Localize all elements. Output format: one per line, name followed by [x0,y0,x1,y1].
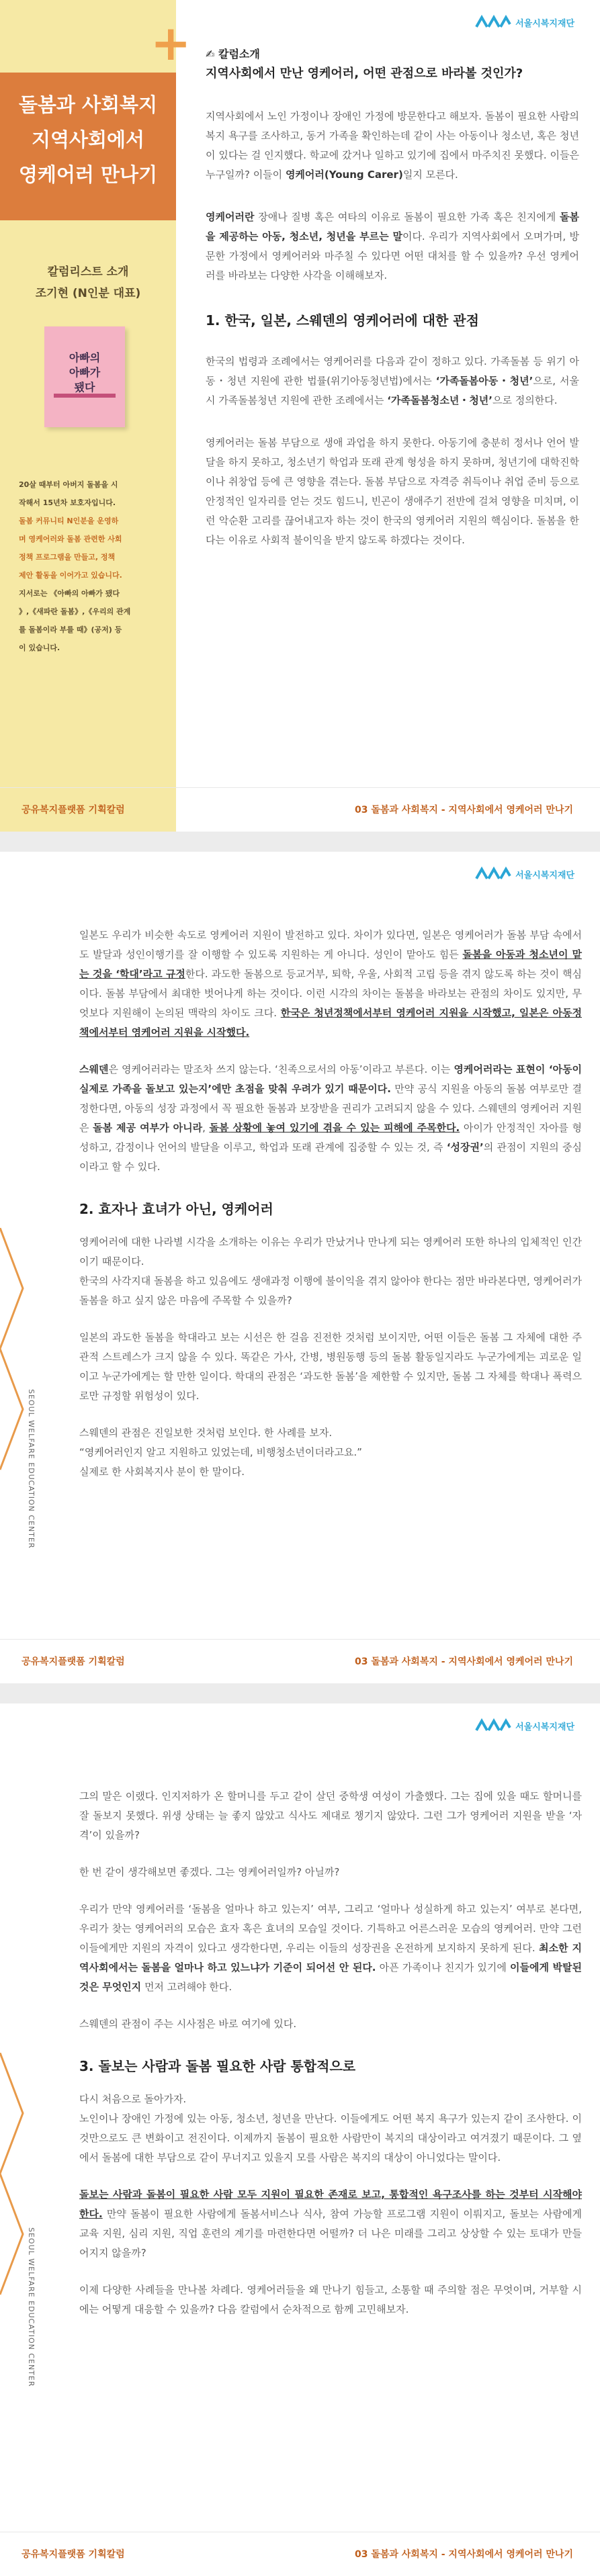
section-heading-1: 1. 한국, 일본, 스웨덴의 영케어러에 대한 관점 [206,312,479,328]
text-run: , [202,1122,210,1134]
bio-line: 작해서 15년차 보호자입니다. [19,498,116,507]
cover-panel [0,0,176,832]
paragraph: 한 번 같이 생각해보면 좋겠다. 그는 영케어러일까? 아닐까? [79,1866,340,1878]
column-title: 지역사회에서 만난 영케어러, 어떤 관점으로 바라볼 것인가? [206,66,523,81]
column-body-2 [79,926,582,1482]
text-run: 아픈 가족이나 친지가 있기에 [376,1961,510,1973]
bio-line: 이 있습니다. [19,643,60,652]
org-logo-icon [475,1718,511,1733]
bio-line: 돌봄 커뮤니티 N인분을 운영하 [19,517,119,525]
cover-title-line-3: 영케어러 만나기 [18,163,158,186]
org-logo-icon [475,867,511,881]
column-body-3 [79,1787,582,2319]
bold-run: 돌봄을 제공하는 아동, 청소년, 청년을 부르는 말 [206,211,579,242]
vertical-label: SEOUL WELFARE EDUCATION CENTER [27,1389,36,1549]
bold-run: 영케어러(Young Carer) [285,169,403,181]
bio-line: 20살 때부터 아버지 돌봄을 시 [19,480,118,489]
bio-line: 》,《새파란 돌봄》,《우리의 관계 [19,607,131,616]
bold-run: ‘성장권’ [446,1141,484,1153]
quote: “영케어러인지 알고 지원하고 있었는데, 비행청소년이더라고요.” [79,1446,362,1458]
bio-line: 며 영케어러와 돌봄 관련한 사회 [19,535,122,543]
bold-run: 최소한 지역사회에서는 돌봄을 얼마나 하고 있느냐가 기준이 되어선 안 된다. [79,1942,582,1973]
zigzag-decoration [0,2053,28,2335]
page-gap [0,832,600,852]
bold-run: 돌봄 제공 여부가 아니라 [93,1122,203,1134]
text-run: 한다. 과도한 돌봄으로 등교거부, 퇴학, 우울, 사회적 고립 등을 겪지 않도록 하는 것이 핵심이다. 돌봄 부담에서 최대한 벗어나게 하는 것이다. 이런 시각의 차이는 돌봄을 바라보는 관점의 차이도 있지만, 무엇보다 지원해이 논의된 맥락의 차이도 크다. [79,968,582,1019]
writer-caption: 칼럼리스트 소개 [47,265,129,279]
paragraph [79,2185,582,2263]
bio-line: 지서로는 《아빠의 아빠가 됐다 [19,589,120,598]
text-run: 만약 공식 지원을 아동의 돌봄 여부로만 결정한다면, 아동의 성장 과정에서 꼭 필요한 돌봄과 보장받을 권리가 고려되지 않을 수 있다. 스웨덴의 영케어러 지원은 [79,1083,582,1134]
column-page-2 [0,852,600,1683]
text-run: 먼저 고려해야 한다. [141,1981,232,1993]
text-run: 한국의 법령과 조례에서는 영케어러를 다음과 같이 정하고 있다. 가족돌봄 등 위기 아동・청년 지원에 관한 법률(위기아동청년법)에서는 [206,355,579,387]
paragraph: 스웨덴의 관점이 주는 시사점은 바로 여기에 있다. [79,2018,297,2030]
paragraph: 노인이나 장애인 가정에 있는 아동, 청소년, 청년을 만난다. 이들에게도 어떤 복지 욕구가 있는지 같이 조사한다. 이것만으로도 큰 변화이고 전진이다. 이제까지 돌봄이 필요한 사람만이 복지의 대상이라고 여겨졌기 때문이다. 그 옆에서 돌봄에 대한 부담으로 같이 무너지고 있을지 모를 사람은 복지의 대상이 아니었다는 말이다. [79,2113,582,2164]
paragraph: 영케어러에 대한 나라별 시각을 소개하는 이유는 우리가 만났거나 만나게 되는 영케어러 또한 하나의 입체적인 인간이기 때문이다. [79,1236,582,1268]
text-run: 우리가 만약 영케어러를 ‘돌봄을 얼마나 하고 있는지’ 여부, 그리고 ‘얼마나 성실하게 하고 있는지’ 여부로 본다면, 우리가 찾는 영케어러의 모습은 효자 혹은 효녀의 모습일 것이다. 기특하고 어른스러운 모습의 영케어러. 만약 그런 이들에게만 지원의 자격이 있다고 생각한다면, 우리는 이들의 성장권을 온전하게 보지하지 못하게 된다. [79,1903,582,1954]
paragraph [79,1900,582,1997]
bold-run: 이들에게 박탈된 것은 무엇인지 [79,1961,582,1993]
text-run: 만약 돌봄이 필요한 사람에게 돌봄서비스나 식사, 참여 가능할 프로그램 지원이 이뤄지고, 돌보는 사람에게 교육 지원, 심리 지원, 직업 훈련의 계기를 마련한다면 어떨까? 더 나은 미래를 그리고 상상할 수 있는 토대가 만들어지지 않을까? [79,2208,582,2259]
book-title-line-3: 됐다 [74,381,95,394]
paragraph [206,107,579,185]
footer-left: 공유복지플랫폼 기획칼럼 [22,1656,125,1667]
paragraph [206,208,579,285]
writer-name: 조기현 (N인분 대표) [35,287,141,300]
zigzag-decoration [0,1228,28,1510]
paragraph: 실제로 한 사회복지사 분이 한 말이다. [79,1466,245,1478]
column-intro [206,46,579,550]
paragraph: 이제 다양한 사례들을 만나볼 차례다. 영케어러들을 왜 만나기 힘들고, 소통할 때 주의할 점은 무엇이며, 거부할 시에는 어떻게 대응할 수 있을까? 다음 칼럼에서 순차적으로 함께 고민해보자. [79,2284,582,2315]
underline-run: 돌봄 상황에 놓여 있기에 겪을 수 있는 피해에 주목한다. [209,1122,460,1134]
underline-run: 돌보는 사람과 돌봄이 필요한 사람 모두 지원이 필요한 존재로 보고, 통합적인 욕구조사를 하는 것부터 시작해야 한다. [79,2188,582,2220]
footer-left: 공유복지플랫폼 기획칼럼 [22,805,125,815]
section-heading-2: 2. 효자나 효녀가 아닌, 영케어러 [79,1201,273,1217]
cover-title-line-1: 돌봄과 사회복지 [18,93,158,116]
org-logo [475,15,574,30]
footer-left: 공유복지플랫폼 기획칼럼 [22,2549,125,2560]
text-run: 장애나 질병 혹은 여타의 이유로 돌봄이 필요한 가족 혹은 친지에게 [254,211,560,223]
bold-run: 영케어러라는 표현이 ‘아동이 실제로 가족을 돌보고 있는지’에만 초점을 맞춰 우려가 있기 때문이다. [79,1063,582,1095]
book-cover-image [44,326,125,427]
paragraph: 한국의 사각지대 돌봄을 하고 있음에도 생애과정 이행에 불이익을 겪지 않아야 한다는 점만 바라본다면, 영케어러가 돌봄을 하고 싶지 않은 마음에 주목할 수 있을까? [79,1275,582,1306]
paragraph: 다시 처음으로 돌아가자. [79,2093,187,2105]
underline-run: 돌봄을 아동과 청소년이 맡는 것을 ‘학대’라고 규정 [79,948,582,980]
vertical-label: SEOUL WELFARE EDUCATION CENTER [27,2227,36,2387]
column-page-3 [0,1703,600,2576]
org-name: 서울시복지재단 [515,18,574,29]
cover-title-line-2: 지역사회에서 [31,128,145,151]
bio-line: 제안 활동을 이어가고 있습니다. [19,571,122,580]
section-heading-3: 3. 돌보는 사람과 돌봄 필요한 사람 통합적으로 [79,2058,356,2074]
book-title-line-2: 아빠가 [69,366,101,379]
bold-run: 영케어러란 [206,211,255,223]
page-footer [0,787,600,832]
underline-run: 한국은 청년정책에서부터 영케어러 지원을 시작했고, 일본은 아동정책에서부터 영케어러 지원을 시작했다. [79,1007,582,1038]
writer-bio [19,476,161,657]
footer-right: 03 돌봄과 사회복지 - 지역사회에서 영케어러 만나기 [354,805,573,815]
bio-line: 정책 프로그램을 만들고, 정책 [19,553,116,562]
paragraph [79,1060,582,1177]
text-run: 이다. 우리가 지역사회에서 오며가며, 방문한 가정에서 영케어러와 마주칠 수 있다면 어떤 대처를 할 수 있을까? 우선 영케어러를 바라보는 다양한 사각을 이해해보자. [206,230,579,281]
page-footer [0,1639,600,1683]
text-run: 일지 모른다. [402,169,458,181]
column-label [206,46,579,61]
text-run: 지역사회에서 노인 가정이나 장애인 가정에 방문한다고 해보자. 돌봄이 필요한 사람의 복지 욕구를 조사하고, 동거 가족을 확인하는데 같이 사는 아동이나 청소년, 혹은 청년이 있다는 걸 인지했다. 학교에 갔거나 일하고 있기에 집에서 마주치진 못했다. 이들은 누구일까? 이들이 [206,110,579,181]
footer-right: 03 돌봄과 사회복지 - 지역사회에서 영케어러 만나기 [354,1656,573,1667]
paragraph: 스웨덴의 관점은 진일보한 것처럼 보인다. 한 사례를 보자. [79,1427,333,1439]
paragraph: 일본의 과도한 돌봄을 학대라고 보는 시선은 한 걸음 진전한 것처럼 보이지만, 어떤 이들은 돌봄 그 자체에 대한 주관적 스트레스가 크지 않을 수 있다. 똑같은 가사, 간병, 병원동행 등의 돌봄 활동일지라도 누군가에게는 괴로운 일이고 누군가에게는 할 만한 일이다. 학대의 관점은 ‘과도한 돌봄’을 제한할 수 있지만, 돌봄 그 자체를 학대나 폭력으로만 규정할 위험성이 있다. [79,1331,582,1402]
page-footer [0,2532,600,2576]
bold-run: 스웨덴 [79,1063,109,1075]
text-run: 으로, 서울시 가족돌봄청년 지원에 관한 조례에서는 [206,375,579,406]
column-label-text: 칼럼소개 [218,48,260,60]
paragraph [206,352,579,410]
org-logo [475,867,574,881]
org-logo-icon [475,15,511,30]
book-title-line-1: 아빠의 [69,351,101,364]
page-gap [0,1683,600,1703]
paragraph [79,926,582,1042]
cover-title-box [0,73,176,220]
bold-run: ‘가족돌봄청소년・청년’ [387,394,492,406]
org-name: 서울시복지재단 [515,1722,574,1732]
text-run: 아이가 안정적인 자아를 형성하고, 감정이나 언어의 발달을 이루고, 학업과 또래 관계에 집중할 수 있는 것, 즉 [79,1122,582,1153]
text-run: 은 영케어러라는 말조차 쓰지 않는다. ‘친족으로서의 아동’이라고 부른다. 이는 [108,1063,454,1075]
paragraph: 영케어러는 돌봄 부담으로 생애 과업을 하지 못한다. 아동기에 충분히 정서나 언어 발달을 하지 못하고, 청소년기 학업과 또래 관계 형성을 하지 못하며, 청년기에 대학진학이나 취창업 등에 큰 영향을 겪는다. 돌봄 부담으로 자격증 취득이나 취업 준비 등으로 안정적인 일자리를 얻는 것도 힘드니, 빈곤이 생애주기 전반에 걸쳐 영향을 미치며, 이런 악순환 고리를 끊어내고자 하는 것이 한국의 영케어러 지원의 핵심이다. 돌봄을 한다는 이유로 사회적 불이익을 받지 않도록 하겠다는 것이다. [206,437,579,546]
text-run: 의 관점이 지원의 중심이라고 할 수 있다. [79,1141,582,1173]
text-run: 으로 정의한다. [492,394,558,406]
org-logo [475,1718,574,1733]
bold-run: ‘가족돌봄아동・청년’ [435,375,533,387]
pen-icon: ✍ [206,48,218,60]
paragraph: 그의 말은 이랬다. 인지저하가 온 할머니를 두고 같이 살던 중학생 여성이 가출했다. 그는 집에 있을 때도 할머니를 잘 돌보지 못했다. 위생 상태는 늘 좋지 않았고 식사도 제대로 챙기지 않았다. 그런 그가 영케어러 지원을 받을 ‘자격’이 있을까? [79,1790,582,1841]
org-name: 서울시복지재단 [515,870,574,881]
bio-line: 를 돌봄이라 부를 때》(공저) 등 [19,625,122,634]
text-run: 일본도 우리가 비슷한 속도로 영케어러 지원이 발전하고 있다. 차이가 있다면, 일본은 영케어러가 돌봄 부담 속에서도 발달과 성인이행기를 잘 이행할 수 있도록 지원하는 게 아니다. 성인이 맡아도 힘든 [79,929,582,961]
plus-decoration-icon: + [151,15,191,71]
column-page-1 [0,0,600,832]
book-stripe [54,394,116,398]
footer-right: 03 돌봄과 사회복지 - 지역사회에서 영케어러 만나기 [354,2549,573,2560]
